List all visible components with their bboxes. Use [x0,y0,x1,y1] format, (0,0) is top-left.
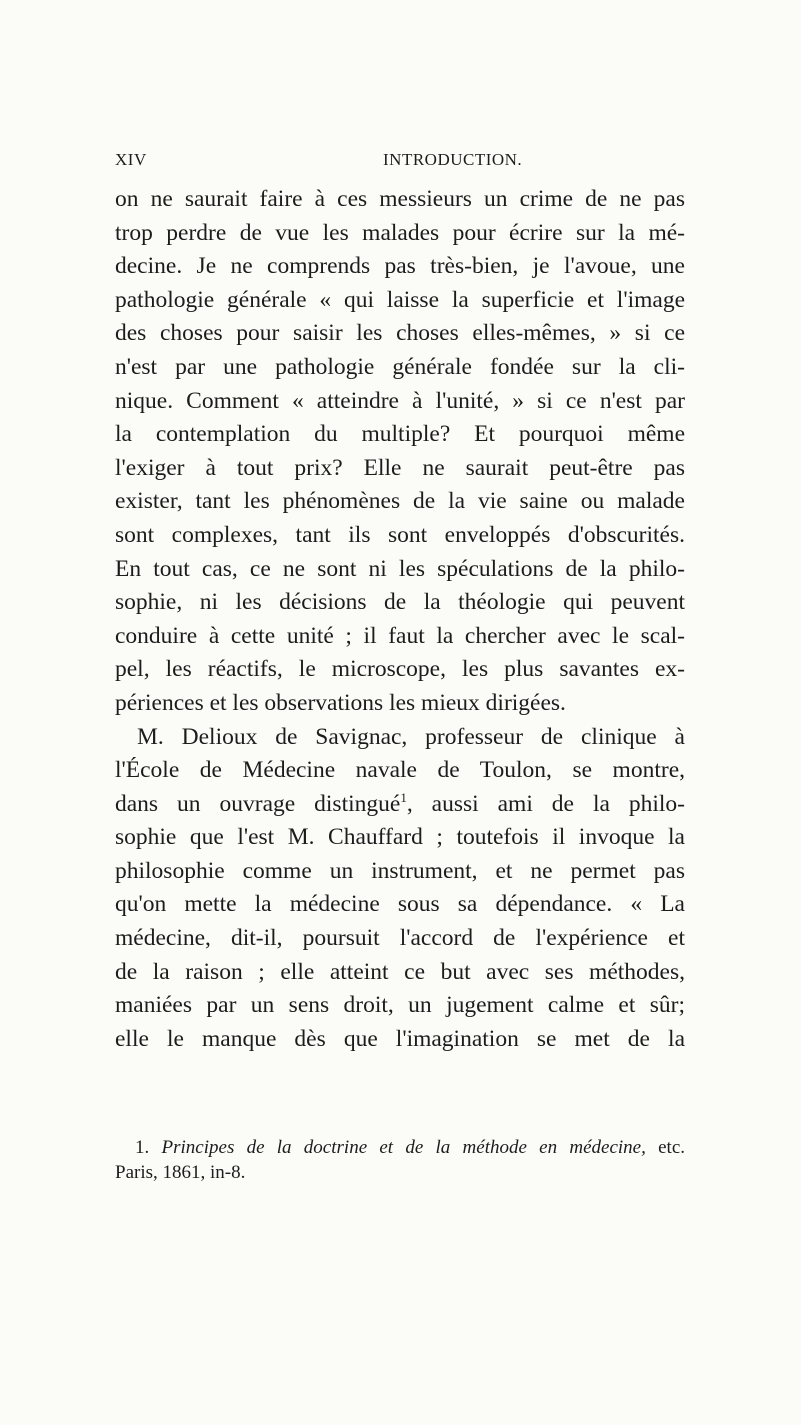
footnotes [115,1135,685,1185]
text-line: sophie que l'est M. Chauffard ; toutefois il invoque la [115,824,685,851]
text-line: nique. Comment « atteindre à l'unité, » si ce n'est par [115,387,685,414]
footnote-etc: etc. [658,1137,686,1158]
text-line: la contemplation du multiple? Et pourquoi même [115,421,685,448]
text-line: de la raison ; elle atteint ce but avec ses méthodes, [115,958,685,985]
text-line: l'École de Médecine navale de Toulon, se montre, [115,757,685,784]
paragraph-start-line: M. Delioux de Savignac, professeur de clinique à [137,723,685,750]
text-line: on ne saurait faire à ces messieurs un crime de ne pas [115,186,685,212]
text-line: pathologie générale « qui laisse la superficie et l'image [115,286,685,313]
text-line: sophie, ni les décisions de la théologie qui peuvent [115,589,685,616]
running-title: INTRODUCTION. [383,150,523,169]
text-fragment: , aussi ami de la philo- [406,790,685,817]
text-line-with-note [115,788,685,822]
text-line: maniées par un sens droit, un jugement calme et sûr; [115,992,685,1019]
footnote-line: Paris, 1861, in-8. [115,1162,246,1183]
footnote-reference: 1 [400,789,407,805]
text-fragment: dans un ouvrage distingué [115,790,401,817]
text-line: des choses pour saisir les choses elles-mêmes, » si ce [115,320,685,347]
text-line: En tout cas, ce ne sont ni les spéculations de la philo- [115,555,685,582]
text-line: exister, tant les phénomènes de la vie saine ou malade [115,488,685,515]
text-line: decine. Je ne comprends pas très-bien, je l'avoue, une [115,253,685,280]
footnote-line [115,1135,685,1160]
text-line: l'exiger à tout prix? Elle ne saurait peut-être pas [115,454,685,481]
text-line: philosophie comme un instrument, et ne permet pas [115,857,685,884]
text-line: trop perdre de vue les malades pour écrire sur la mé- [115,219,685,246]
running-head [115,150,675,172]
text-line: périences et les observations les mieux dirigées. [115,689,566,716]
text-line: elle le manque dès que l'imagination se met de la [115,1025,685,1052]
body-text [115,183,685,1056]
footnote-title: Principes de la doctrine et de la méthode en médecine, [161,1137,646,1158]
text-line: médecine, dit-il, poursuit l'accord de l'expérience et [115,925,685,952]
text-line: sont complexes, tant ils sont enveloppés d'obscurités. [115,521,685,548]
text-line: pel, les réactifs, le microscope, les plus savantes ex- [115,656,685,683]
text-line: conduire à cette unité ; il faut la chercher avec le scal- [115,622,685,649]
text-line: qu'on mette la médecine sous sa dépendance. « La [115,891,685,918]
text-line: n'est par une pathologie générale fondée sur la cli- [115,353,685,380]
page-number: XIV [115,150,147,169]
footnote-marker: 1. [135,1137,150,1158]
